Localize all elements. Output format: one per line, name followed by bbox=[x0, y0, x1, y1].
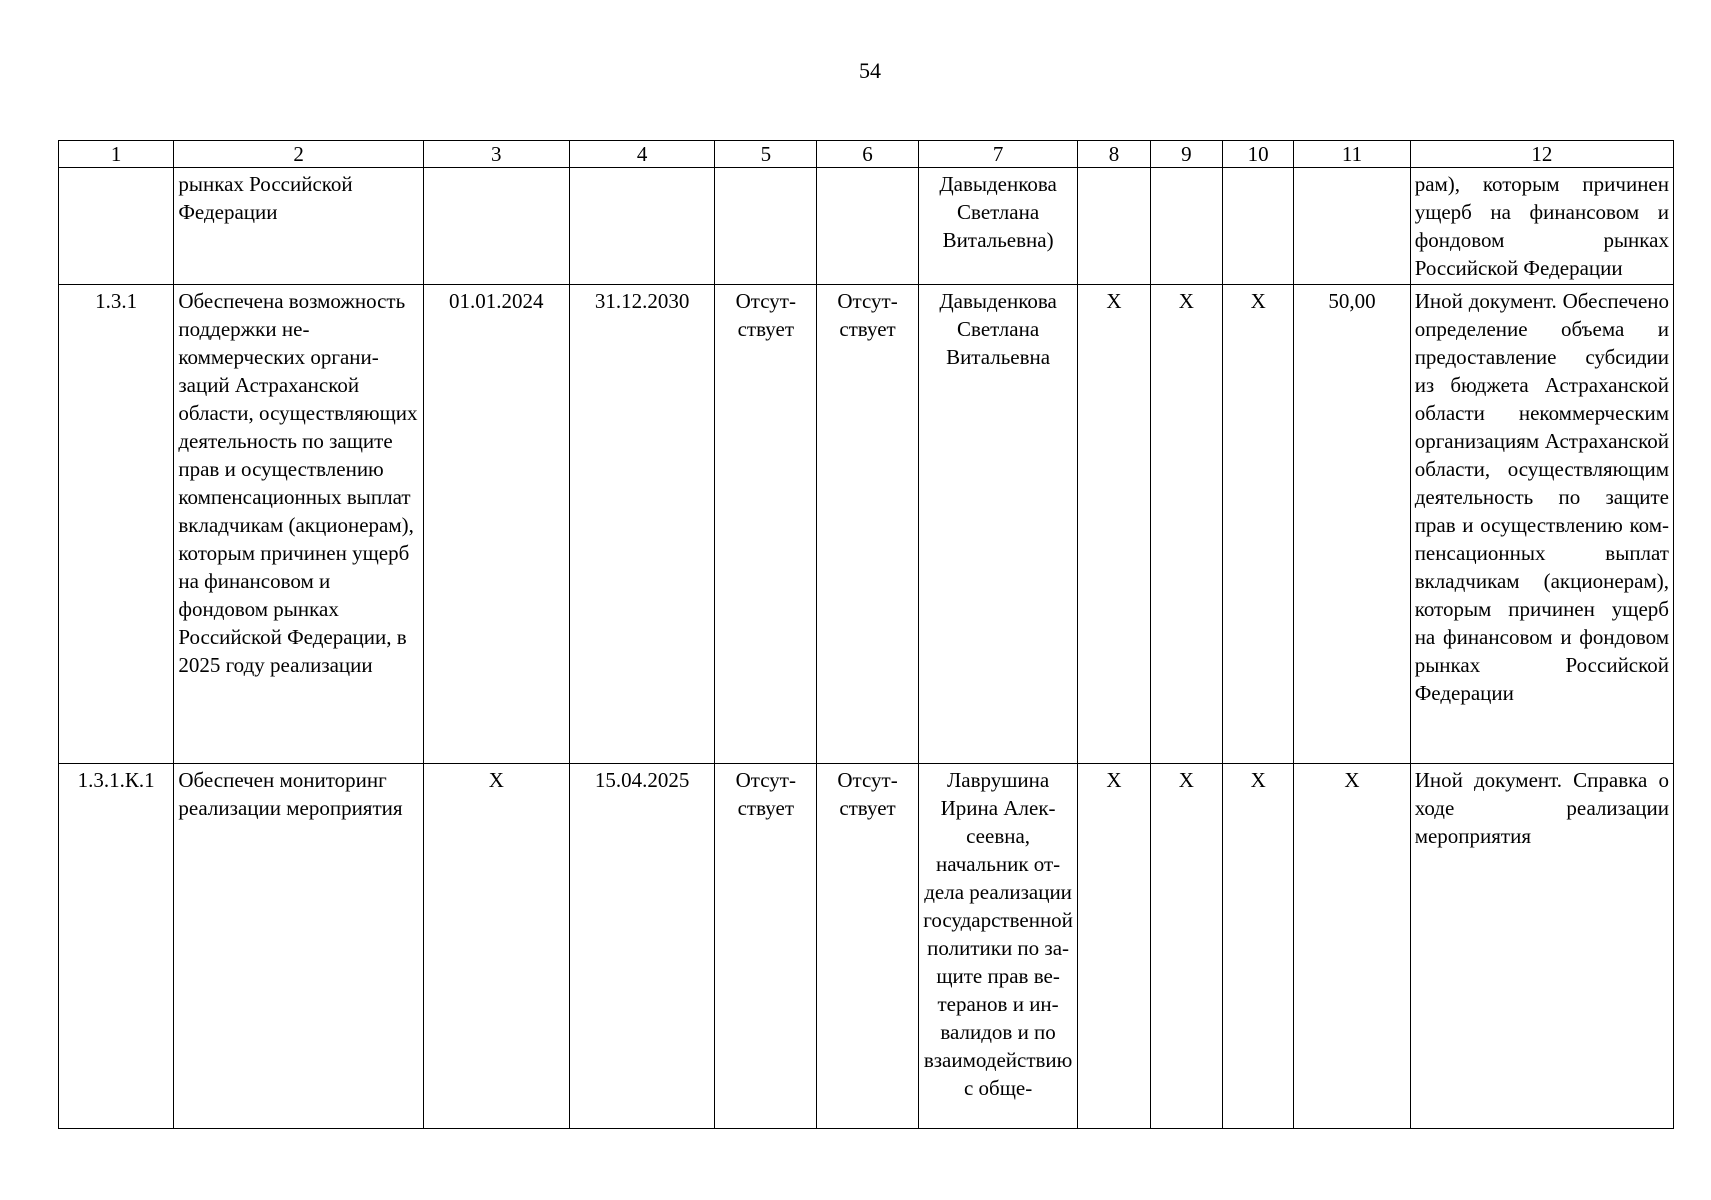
column-header: 5 bbox=[715, 141, 817, 168]
measures-table bbox=[58, 140, 1674, 1129]
cell-col8: X bbox=[1078, 285, 1150, 764]
cell-col6 bbox=[817, 168, 919, 285]
cell-start-date bbox=[423, 168, 569, 285]
cell-responsible: Лаврушина Ирина Алексеевна, начальник отдела реализации государственной политики по защите прав ветеранов и инвалидов и по взаимодействию с обще- bbox=[918, 764, 1077, 1129]
cell-responsible: Давыденкова Светлана Витальевна bbox=[918, 285, 1077, 764]
cell-col6: Отсутствует bbox=[817, 285, 919, 764]
cell-end-date: 31.12.2030 bbox=[569, 285, 715, 764]
column-header: 4 bbox=[569, 141, 715, 168]
cell-col9 bbox=[1150, 168, 1222, 285]
column-header: 8 bbox=[1078, 141, 1150, 168]
table-row bbox=[59, 285, 1674, 764]
cell-col11: 50,00 bbox=[1294, 285, 1410, 764]
column-header: 1 bbox=[59, 141, 174, 168]
column-header: 2 bbox=[174, 141, 424, 168]
column-header: 7 bbox=[918, 141, 1077, 168]
cell-number: 1.3.1.К.1 bbox=[59, 764, 174, 1129]
cell-col10 bbox=[1223, 168, 1294, 285]
header-row bbox=[59, 141, 1674, 168]
cell-col8 bbox=[1078, 168, 1150, 285]
column-header: 10 bbox=[1223, 141, 1294, 168]
table-row bbox=[59, 764, 1674, 1129]
cell-col11 bbox=[1294, 168, 1410, 285]
cell-start-date: 01.01.2024 bbox=[423, 285, 569, 764]
cell-col6: Отсутствует bbox=[817, 764, 919, 1129]
cell-end-date: 15.04.2025 bbox=[569, 764, 715, 1129]
cell-end-date bbox=[569, 168, 715, 285]
cell-col11: X bbox=[1294, 764, 1410, 1129]
cell-result: Иной документ. Справка о ходе реализации мероприятия bbox=[1410, 764, 1673, 1129]
cell-name: Обеспечена возможность поддержки некоммерческих организаций Астраханской области, осуществляющих деятельность по защите прав и осуществлению компенсационных выплат вкладчикам (акционерам), которым причинен ущерб на финансовом и фондовом рынках Российской Федерации, в 2025 году реализации bbox=[174, 285, 424, 764]
cell-name: рынках Российской Федерации bbox=[174, 168, 424, 285]
column-header: 6 bbox=[817, 141, 919, 168]
cell-col10: X bbox=[1223, 764, 1294, 1129]
cell-col5: Отсутствует bbox=[715, 764, 817, 1129]
column-header: 12 bbox=[1410, 141, 1673, 168]
cell-number: 1.3.1 bbox=[59, 285, 174, 764]
cell-col10: X bbox=[1223, 285, 1294, 764]
column-header: 3 bbox=[423, 141, 569, 168]
cell-col5 bbox=[715, 168, 817, 285]
cell-col8: X bbox=[1078, 764, 1150, 1129]
column-header: 9 bbox=[1150, 141, 1222, 168]
cell-col5: Отсутствует bbox=[715, 285, 817, 764]
cell-result: рам), которым причинен ущерб на финансовом и фондовом рынках Российской Федерации bbox=[1410, 168, 1673, 285]
table-row bbox=[59, 168, 1674, 285]
page-number: 54 bbox=[859, 58, 881, 83]
cell-responsible: Давыденкова Светлана Витальевна) bbox=[918, 168, 1077, 285]
cell-col9: X bbox=[1150, 285, 1222, 764]
cell-number bbox=[59, 168, 174, 285]
cell-start-date: X bbox=[423, 764, 569, 1129]
column-header: 11 bbox=[1294, 141, 1410, 168]
cell-name: Обеспечен мониторинг реализации мероприятия bbox=[174, 764, 424, 1129]
cell-col9: X bbox=[1150, 764, 1222, 1129]
cell-result: Иной документ. Обеспечено определение объема и предоставление субсидии из бюджета Астраханской области некоммерческим организациям Астраханской области, осуществляющим деятельность по защите прав и осуществлению компенсационных выплат вкладчикам (акционерам), которым причинен ущерб на финансовом и фондовом рынках Российской Федерации bbox=[1410, 285, 1673, 764]
